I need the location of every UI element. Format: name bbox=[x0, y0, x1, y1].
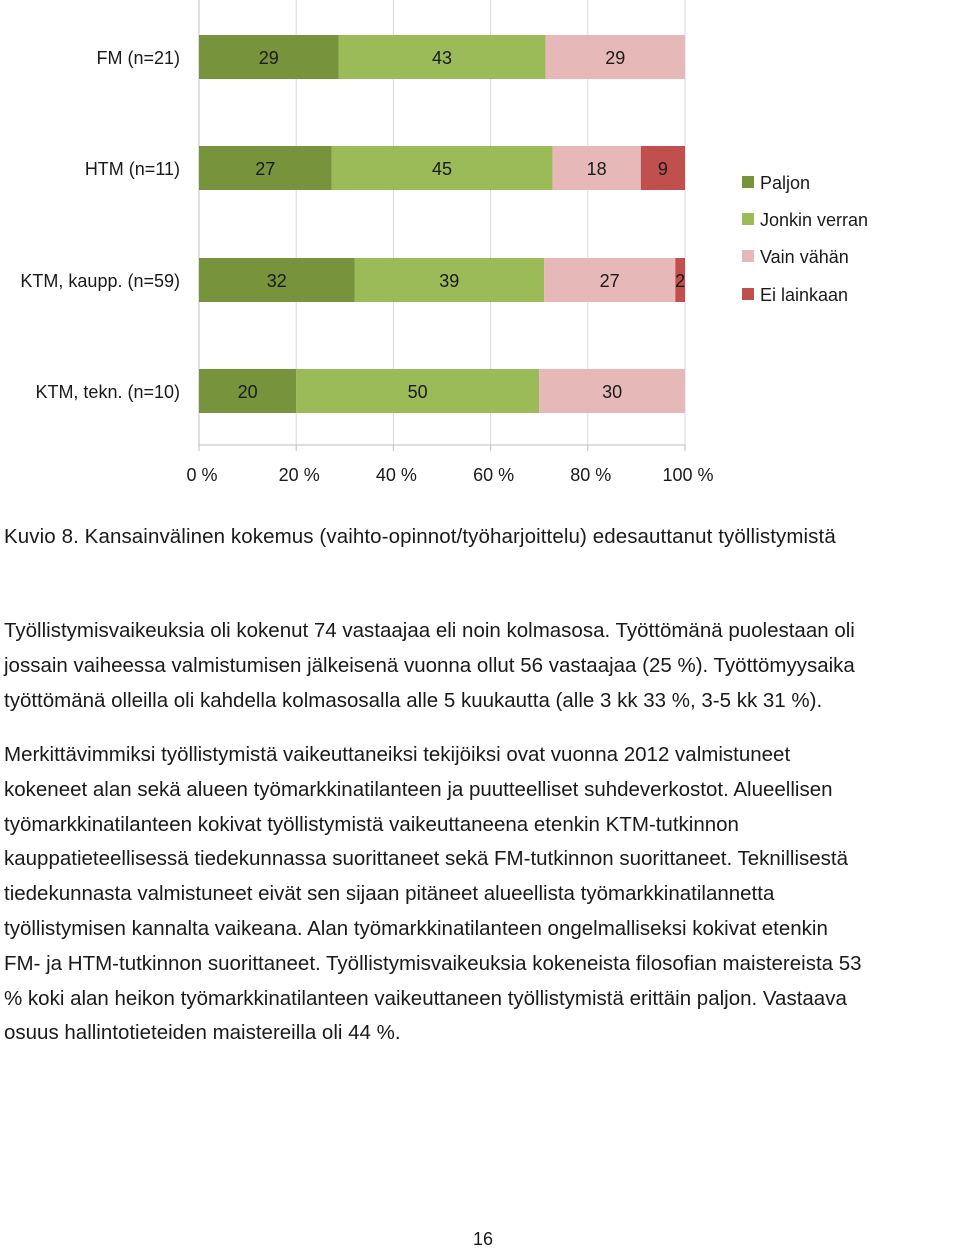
text-line: työmarkkinatilanteen kokivat työllistymistä vaikeuttaneena etenkin KTM-tutkinnon bbox=[4, 812, 739, 836]
legend-swatch bbox=[742, 288, 754, 300]
legend-label: Paljon bbox=[760, 173, 811, 193]
page-number: 16 bbox=[473, 1229, 494, 1249]
legend-label: Vain vähän bbox=[760, 247, 849, 267]
text-line: kauppatieteellisessä tiedekunnassa suorittaneet sekä FM-tutkinnon suorittaneet. Teknillisestä bbox=[4, 847, 849, 871]
x-tick-label: 0 % bbox=[186, 465, 218, 485]
text-line: osuus hallintotieteiden maistereilla oli 44 %. bbox=[4, 1021, 401, 1045]
data-label: 32 bbox=[266, 271, 287, 291]
text-line: tiedekunnasta valmistuneet eivät sen sijaan pitäneet alueellista työmarkkinatilannetta bbox=[4, 882, 775, 906]
text-line: jossain vaiheessa valmistumisen jälkeisenä vuonna ollut 56 vastaajaa (25 %). Työttömyysaika bbox=[4, 653, 855, 677]
chart-bars bbox=[199, 35, 685, 413]
text-line: työttömänä olleilla oli kahdella kolmasosalla alle 5 kuukautta (alle 3 kk 33 %, 3-5 kk 31 %). bbox=[4, 688, 823, 712]
text-line: Merkittävimmiksi työllistymistä vaikeuttaneiksi tekijöiksi ovat vuonna 2012 valmistuneet bbox=[4, 743, 791, 766]
category-label: KTM, tekn. (n=10) bbox=[35, 382, 180, 402]
legend-label: Jonkin verran bbox=[760, 210, 869, 230]
legend-label: Ei lainkaan bbox=[760, 285, 849, 305]
category-label: KTM, kaupp. (n=59) bbox=[20, 271, 180, 291]
text-line: % koki alan heikon työmarkkinatilanteen vaikeuttaneen työllistymistä erittäin paljon. Vastaava bbox=[4, 986, 847, 1010]
data-label: 27 bbox=[599, 271, 620, 291]
category-labels bbox=[20, 48, 180, 402]
chart-legend bbox=[742, 173, 868, 305]
x-tick-label: 20 % bbox=[278, 465, 320, 485]
x-tick-label: 60 % bbox=[473, 465, 515, 485]
data-label: 20 bbox=[237, 382, 258, 402]
data-label: 50 bbox=[407, 382, 428, 402]
x-tick-label: 40 % bbox=[375, 465, 417, 485]
figure-caption: Kuvio 8. Kansainvälinen kokemus (vaihto-opinnot/työharjoittelu) edesauttanut työllistymistä bbox=[4, 525, 836, 548]
legend-swatch bbox=[742, 213, 754, 225]
data-label: 18 bbox=[586, 159, 607, 179]
text-line: FM- ja HTM-tutkinnon suorittaneet. Työllistymisvaikeuksia kokeneista filosofian maistereista 53 bbox=[4, 951, 862, 975]
category-label: HTM (n=11) bbox=[84, 159, 180, 179]
stacked-bar-chart bbox=[0, 0, 960, 500]
legend-swatch bbox=[742, 250, 754, 262]
data-label: 30 bbox=[602, 382, 623, 402]
data-label: 2 bbox=[675, 271, 686, 291]
text-line: Työllistymisvaikeuksia oli kokenut 74 vastaajaa eli noin kolmasosa. Työttömänä puolestaan oli bbox=[4, 619, 855, 642]
data-label: 29 bbox=[605, 48, 626, 68]
x-tick-labels bbox=[186, 465, 713, 485]
legend-swatch bbox=[742, 176, 754, 188]
paragraph-2 bbox=[4, 738, 960, 1051]
data-label: 39 bbox=[439, 271, 460, 291]
category-label: FM (n=21) bbox=[96, 48, 180, 68]
data-label: 29 bbox=[258, 48, 279, 68]
data-label: 27 bbox=[255, 159, 276, 179]
x-tick-label: 80 % bbox=[570, 465, 612, 485]
data-label: 45 bbox=[431, 159, 453, 179]
data-label: 9 bbox=[657, 159, 668, 179]
paragraph-1 bbox=[4, 614, 960, 718]
data-label: 43 bbox=[431, 48, 453, 68]
text-line: työllistymisen kannalta vaikeana. Alan työmarkkinatilanteen ongelmalliseksi kokivat etenkin bbox=[4, 916, 828, 940]
text-line: kokeneet alan sekä alueen työmarkkinatilanteen ja puutteelliset suhdeverkostot. Alueellisen bbox=[4, 777, 833, 801]
x-tick-label: 100 % bbox=[662, 465, 714, 485]
